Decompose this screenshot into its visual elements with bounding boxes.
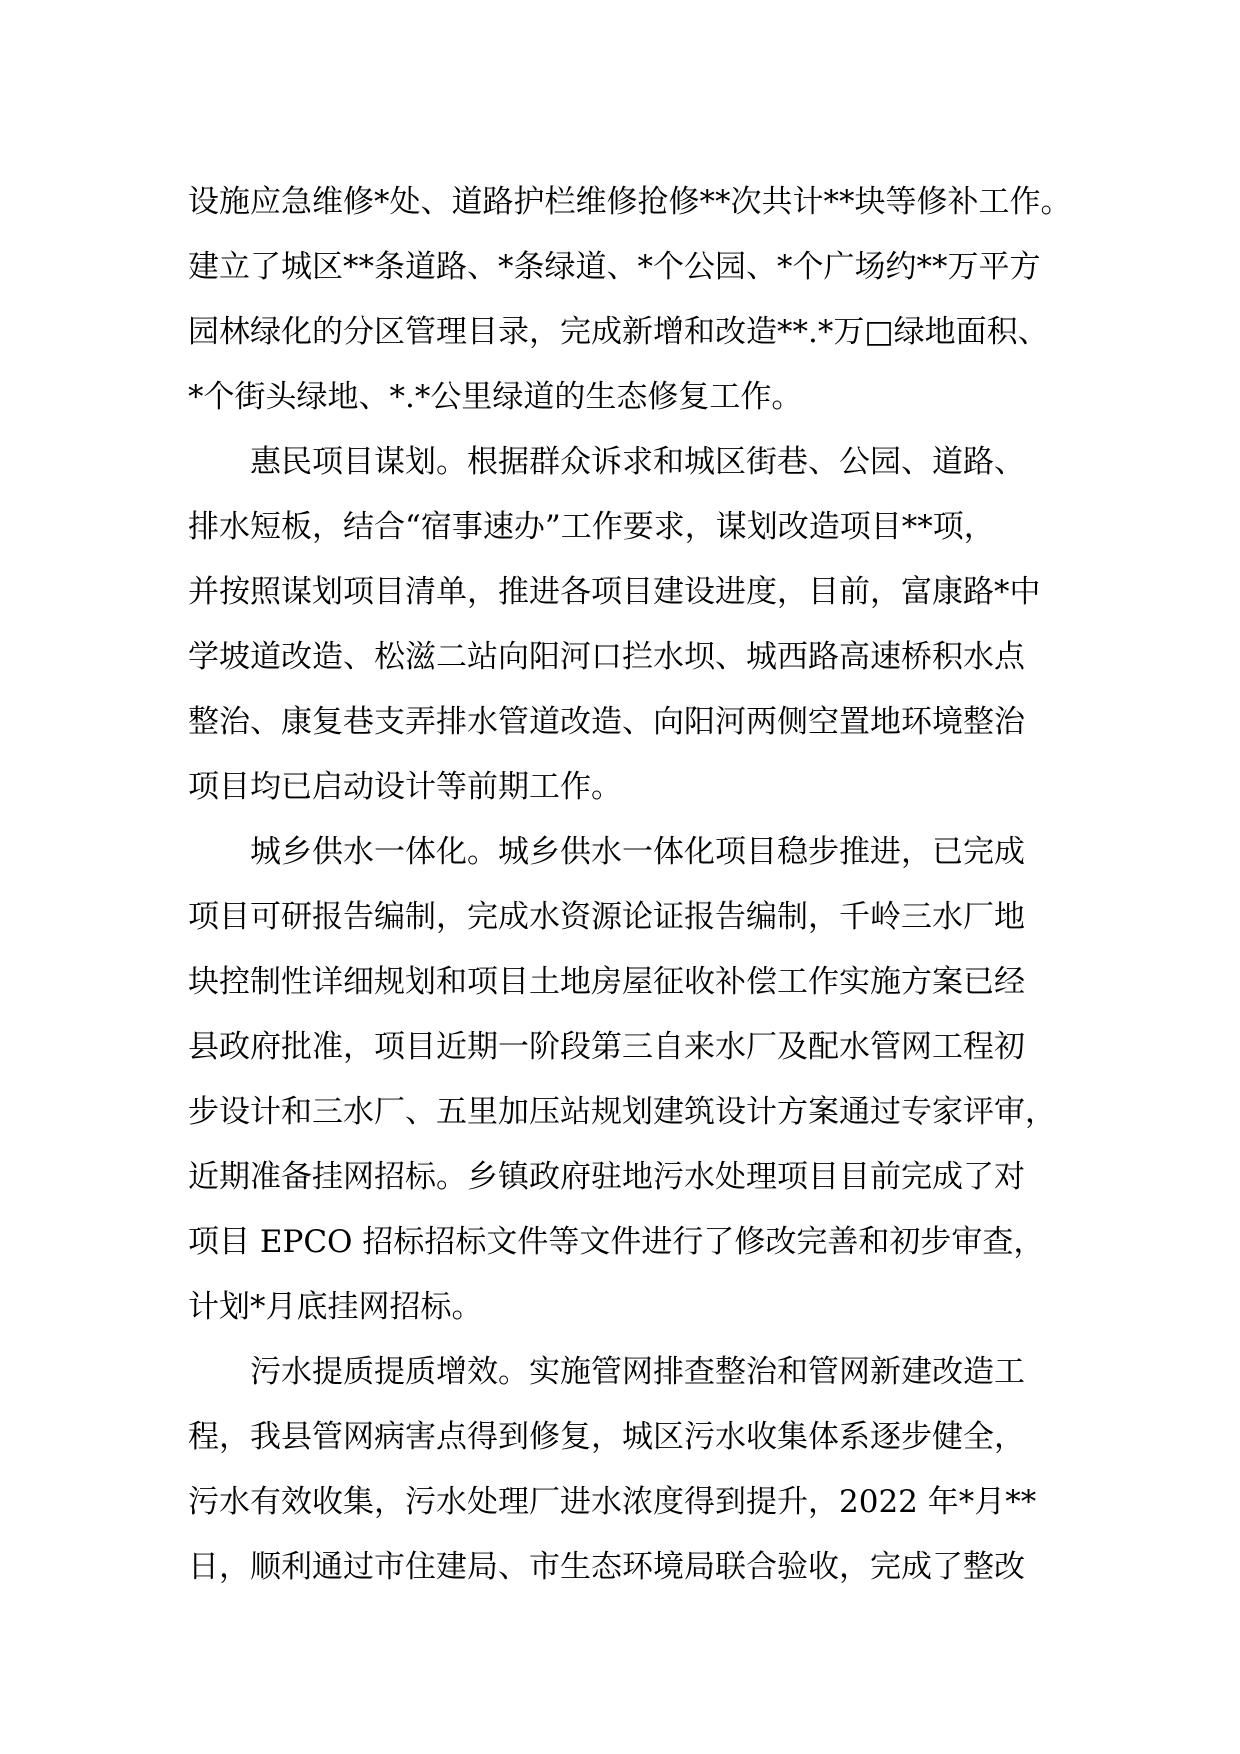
text-line: 污水有效收集，污水处理厂进水浓度得到提升，2022 年*月** bbox=[188, 1484, 1037, 1520]
text-line: 排水短板，结合“宿事速办”工作要求，谋划改造项目**项， bbox=[188, 509, 995, 545]
text-line: 建立了城区**条道路、*条绿道、*个公园、*个广场约**万平方 bbox=[188, 249, 1041, 285]
text-line: 程，我县管网病害点得到修复，城区污水收集体系逐步健全， bbox=[188, 1419, 1025, 1455]
text-line: 园林绿化的分区管理目录，完成新增和改造**.*万□绿地面积、 bbox=[188, 314, 1049, 350]
text-line: 整治、康复巷支弄排水管道改造、向阳河两侧空置地环境整治 bbox=[188, 704, 1025, 740]
document-body bbox=[188, 170, 1072, 1600]
text-line: 计划*月底挂网招标。 bbox=[188, 1289, 483, 1325]
text-line: 县政府批准，项目近期一阶段第三自来水厂及配水管网工程初 bbox=[188, 1029, 1025, 1065]
text-line: 设施应急维修*处、道路护栏维修抢修**次共计**块等修补工作。 bbox=[188, 184, 1072, 220]
paragraph-first-line: 污水提质提质增效。实施管网排查整治和管网新建改造工 bbox=[250, 1354, 1025, 1390]
paragraph-first-line: 城乡供水一体化。城乡供水一体化项目稳步推进，已完成 bbox=[250, 834, 1025, 870]
text-line: 项目可研报告编制，完成水资源论证报告编制，千岭三水厂地 bbox=[188, 899, 1025, 935]
text-line: 日，顺利通过市住建局、市生态环境局联合验收，完成了整改 bbox=[188, 1549, 1025, 1585]
text-line: 项目均已启动设计等前期工作。 bbox=[188, 769, 622, 805]
text-line: *个街头绿地、*.*公里绿道的生态修复工作。 bbox=[188, 379, 803, 415]
text-line: 步设计和三水厂、五里加压站规划建筑设计方案通过专家评审， bbox=[188, 1094, 1056, 1130]
text-line: 学坡道改造、松滋二站向阳河口拦水坝、城西路高速桥积水点 bbox=[188, 639, 1025, 675]
text-line: 并按照谋划项目清单，推进各项目建设进度，目前，富康路*中 bbox=[188, 574, 1041, 610]
text-line: 块控制性详细规划和项目土地房屋征收补偿工作实施方案已经 bbox=[188, 964, 1025, 1000]
text-line: 项目 EPCO 招标招标文件等文件进行了修改完善和初步审查， bbox=[188, 1224, 1045, 1260]
text-line: 近期准备挂网招标。乡镇政府驻地污水处理项目目前完成了对 bbox=[188, 1159, 1025, 1195]
paragraph-first-line: 惠民项目谋划。根据群众诉求和城区街巷、公园、道路、 bbox=[250, 444, 1025, 480]
